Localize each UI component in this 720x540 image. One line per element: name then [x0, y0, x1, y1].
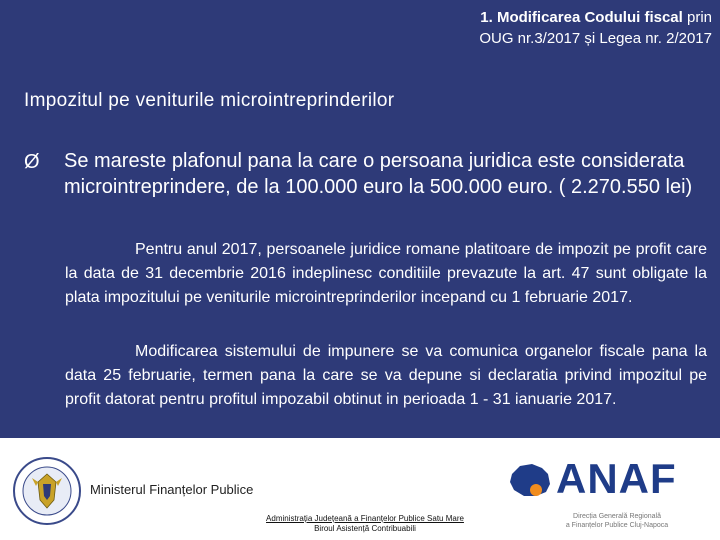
ministry-name: Ministerul Finanțelor Publice [90, 482, 254, 497]
romania-seal-icon [12, 456, 82, 526]
paragraph-1 [65, 238, 707, 310]
office-department: Biroul Asistență Contribuabili [314, 524, 416, 533]
office-name: Administrația Județeană a Finanțelor Publice Satu Mare [266, 514, 464, 523]
title-rest: prin [682, 9, 712, 26]
section-subtitle: Impozitul pe veniturile microintreprinderilor [24, 90, 395, 111]
anaf-sub-line2: a Finanțelor Publice Cluj-Napoca [565, 522, 669, 529]
anaf-subtitle [552, 512, 682, 530]
paragraph-1-text: Pentru anul 2017, persoanele juridice romane platitoare de impozit pe profit care la data de 31 decembrie 2016 indeplinesc conditiile prevazute la art. 47 sunt obligate la plata impozitului pe veniturile microintreprinderilor incepand cu 1 februarie 2017. [65, 241, 707, 306]
title-bold: 1. Modificarea Codului fiscal [480, 9, 683, 26]
paragraph-2 [65, 340, 707, 412]
slide-title [312, 7, 712, 49]
anaf-logo: ANAF [556, 455, 677, 502]
romania-map-icon [506, 460, 554, 502]
paragraph-2-text: Modificarea sistemului de impunere se va comunica organelor fiscale pana la data 25 februarie, termen pana la care se va depune si declaratia privind impozitul pe profit datorat pentru profitul impozabil obtinut in perioada 1 - 31 ianuarie 2017. [65, 343, 707, 408]
arrow-bullet-icon: Ø [24, 151, 40, 173]
footer [0, 438, 720, 540]
bullet-text: Se mareste plafonul pana la care o persoana juridica este considerata microintreprindere, de la 100.000 euro la 500.000 euro. ( 2.270.550 lei) [64, 150, 693, 198]
footer-office [220, 514, 510, 534]
title-line2: OUG nr.3/2017 și Legea nr. 2/2017 [479, 30, 712, 47]
anaf-sub-line1: Direcția Generală Regională [573, 513, 661, 520]
